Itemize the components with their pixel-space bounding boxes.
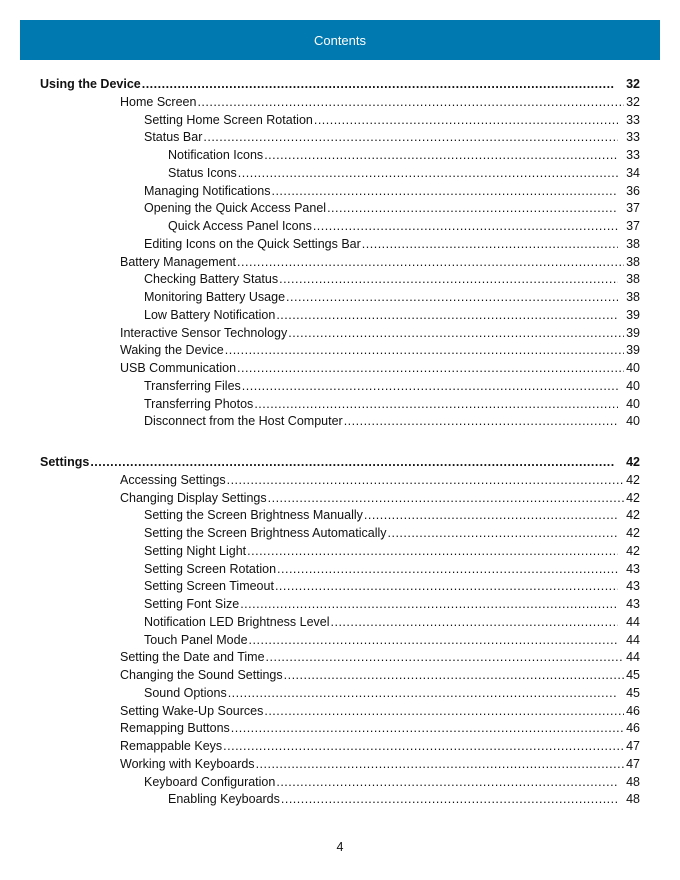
- toc-entry-page[interactable]: 45: [626, 668, 640, 682]
- dot-leader: [90, 454, 614, 472]
- toc-entry-title[interactable]: Setting Home Screen Rotation: [144, 112, 313, 127]
- toc-entry-title[interactable]: Setting the Date and Time: [120, 650, 265, 665]
- toc-entry-page[interactable]: 48: [626, 792, 640, 807]
- toc-entry-title[interactable]: Status Icons: [168, 165, 237, 180]
- toc-entry-page[interactable]: 44: [626, 614, 640, 629]
- toc-entry-title[interactable]: Setting Screen Timeout: [144, 579, 274, 594]
- toc-entry[interactable]: [40, 578, 640, 596]
- toc-entry-title[interactable]: Disconnect from the Host Computer: [144, 414, 343, 429]
- toc-entry-page[interactable]: 32: [626, 94, 640, 109]
- toc-entry[interactable]: [40, 791, 640, 809]
- toc-entry-page[interactable]: 48: [626, 774, 640, 789]
- toc-entry-page[interactable]: 43: [626, 561, 640, 576]
- toc-entry[interactable]: [40, 183, 640, 201]
- dot-leader: [275, 578, 618, 596]
- toc-entry-title[interactable]: Sound Options: [144, 685, 227, 700]
- toc-entry-title[interactable]: Working with Keyboards: [120, 756, 255, 771]
- toc-entry-title[interactable]: Setting Font Size: [144, 597, 240, 611]
- header-title: Contents: [313, 32, 367, 48]
- toc-entry-page[interactable]: 40: [626, 378, 640, 393]
- toc-entry-title[interactable]: Transferring Files: [144, 378, 241, 393]
- toc-entry[interactable]: [40, 472, 640, 490]
- toc-entry-title[interactable]: Quick Access Panel Icons: [168, 219, 312, 233]
- dot-leader: [247, 543, 618, 561]
- dot-leader: [197, 94, 624, 112]
- toc-entry[interactable]: [40, 543, 640, 561]
- toc-entry[interactable]: [40, 561, 640, 579]
- toc-entry-title[interactable]: Opening the Quick Access Panel: [144, 201, 327, 216]
- toc-section-settings: [40, 454, 640, 809]
- toc-entry-title[interactable]: Using the Device: [40, 77, 141, 91]
- toc-entry[interactable]: [40, 507, 640, 525]
- page-number: 4: [336, 840, 344, 854]
- toc-entry[interactable]: [40, 632, 640, 650]
- toc-entry-page[interactable]: 46: [626, 721, 640, 736]
- toc-entry-title[interactable]: Remapping Buttons: [120, 721, 230, 736]
- dot-leader: [238, 165, 618, 183]
- toc-entry-title[interactable]: Setting Screen Rotation: [144, 561, 277, 576]
- toc-entry-page[interactable]: 43: [626, 597, 640, 611]
- toc-entry-page[interactable]: 39: [626, 307, 640, 322]
- toc-entry[interactable]: [40, 289, 640, 307]
- dot-leader: [242, 378, 618, 396]
- dot-leader: [279, 271, 618, 289]
- dot-leader: [277, 561, 618, 579]
- dot-leader: [249, 632, 618, 650]
- dot-leader: [271, 183, 618, 201]
- toc-entry-title[interactable]: Editing Icons on the Quick Settings Bar: [144, 236, 361, 251]
- toc-entry[interactable]: [40, 165, 640, 183]
- toc-entry-title[interactable]: USB Communication: [120, 361, 237, 375]
- toc-entry-title[interactable]: Waking the Device: [120, 343, 224, 358]
- toc-entry[interactable]: [40, 360, 640, 378]
- toc-entry-page[interactable]: 44: [626, 650, 640, 665]
- toc-entry[interactable]: [40, 614, 640, 632]
- toc-entry[interactable]: [40, 76, 640, 94]
- toc-entry-page[interactable]: 42: [626, 472, 640, 487]
- dot-leader: [268, 490, 624, 508]
- toc-entry[interactable]: [40, 307, 640, 325]
- dot-leader: [331, 614, 618, 632]
- toc-entry-title[interactable]: Monitoring Battery Usage: [144, 290, 286, 304]
- toc-entry-page[interactable]: 40: [626, 361, 640, 375]
- toc-entry-page[interactable]: 42: [626, 508, 640, 523]
- dot-leader: [225, 342, 624, 360]
- toc-entry-page[interactable]: 38: [626, 290, 640, 304]
- toc-entry-title[interactable]: Setting the Screen Brightness Manually: [144, 508, 363, 523]
- toc-entry-page[interactable]: 42: [626, 526, 640, 540]
- toc-entry-page[interactable]: 40: [626, 396, 640, 411]
- toc-entry[interactable]: [40, 94, 640, 112]
- toc-entry[interactable]: [40, 525, 640, 543]
- toc-entry-title[interactable]: Notification LED Brightness Level: [144, 614, 330, 629]
- toc-entry-page[interactable]: 39: [626, 325, 640, 340]
- dot-leader: [203, 129, 618, 147]
- toc-entry-title[interactable]: Settings: [40, 455, 90, 469]
- dot-leader: [327, 200, 618, 218]
- toc-entry-page[interactable]: 44: [626, 632, 640, 647]
- dot-leader: [276, 774, 618, 792]
- toc-entry[interactable]: [40, 147, 640, 165]
- toc-entry[interactable]: [40, 685, 640, 703]
- toc-entry-page[interactable]: 47: [626, 756, 640, 771]
- dot-leader: [240, 596, 618, 614]
- toc-entry-page[interactable]: 36: [626, 183, 640, 198]
- toc-entry-title[interactable]: Transferring Photos: [144, 396, 254, 411]
- toc-entry-page[interactable]: 34: [626, 165, 640, 180]
- dot-leader: [142, 76, 614, 94]
- toc-entry[interactable]: [40, 490, 640, 508]
- toc-entry[interactable]: [40, 667, 640, 685]
- toc-entry-page[interactable]: 37: [626, 219, 640, 233]
- toc-entry[interactable]: [40, 720, 640, 738]
- toc-entry[interactable]: [40, 342, 640, 360]
- toc-entry-page[interactable]: 38: [626, 272, 640, 287]
- toc-entry-title[interactable]: Setting Wake-Up Sources: [120, 703, 264, 718]
- dot-leader: [344, 413, 618, 431]
- dot-leader: [364, 507, 618, 525]
- dot-leader: [388, 525, 619, 543]
- toc-entry-page[interactable]: 47: [626, 739, 640, 753]
- dot-leader: [223, 738, 624, 756]
- toc-entry-title[interactable]: Keyboard Configuration: [144, 774, 276, 789]
- dot-leader: [266, 649, 624, 667]
- toc-entry[interactable]: [40, 596, 640, 614]
- toc-entry-title[interactable]: Touch Panel Mode: [144, 632, 248, 647]
- dot-leader: [254, 396, 618, 414]
- toc-entry-page[interactable]: 33: [626, 112, 640, 127]
- dot-leader: [256, 756, 624, 774]
- dot-leader: [284, 667, 624, 685]
- dot-leader: [237, 360, 624, 378]
- toc-entry[interactable]: [40, 325, 640, 343]
- toc-entry[interactable]: [40, 649, 640, 667]
- toc-entry[interactable]: [40, 454, 640, 472]
- toc-entry[interactable]: [40, 236, 640, 254]
- toc-entry[interactable]: [40, 218, 640, 236]
- dot-leader: [313, 218, 618, 236]
- toc-entry[interactable]: [40, 738, 640, 756]
- dot-leader: [288, 325, 624, 343]
- toc-entry-title[interactable]: Interactive Sensor Technology: [120, 325, 288, 340]
- toc-entry-page[interactable]: 40: [626, 414, 640, 429]
- toc-entry-title[interactable]: Battery Management: [120, 254, 237, 269]
- dot-leader: [281, 791, 618, 809]
- dot-leader: [227, 472, 624, 490]
- toc-entry-title[interactable]: Checking Battery Status: [144, 272, 279, 287]
- dot-leader: [231, 720, 624, 738]
- dot-leader: [228, 685, 618, 703]
- dot-leader: [264, 703, 624, 721]
- toc-entry-title[interactable]: Notification Icons: [168, 148, 264, 162]
- toc-entry-page[interactable]: 33: [626, 148, 640, 162]
- toc-entry-page[interactable]: 38: [626, 236, 640, 251]
- toc-entry[interactable]: [40, 413, 640, 431]
- toc-entry-title[interactable]: Managing Notifications: [144, 183, 271, 198]
- toc-entry-title[interactable]: Changing Display Settings: [120, 490, 267, 505]
- toc-entry[interactable]: [40, 396, 640, 414]
- toc-entry[interactable]: [40, 703, 640, 721]
- toc-entry-page[interactable]: 42: [626, 490, 640, 505]
- toc-entry[interactable]: [40, 200, 640, 218]
- toc-entry-page[interactable]: 42: [626, 543, 640, 558]
- toc-entry[interactable]: [40, 271, 640, 289]
- toc-entry[interactable]: [40, 756, 640, 774]
- toc-entry-page[interactable]: 39: [626, 343, 640, 358]
- contents-header: [20, 20, 660, 60]
- toc-entry-page[interactable]: 32: [626, 77, 640, 91]
- toc-entry[interactable]: [40, 129, 640, 147]
- toc-entry-page[interactable]: 43: [626, 579, 640, 594]
- dot-leader: [314, 112, 618, 130]
- toc-entry-title[interactable]: Accessing Settings: [120, 472, 226, 487]
- toc-entry-title[interactable]: Status Bar: [144, 130, 203, 145]
- toc-entry-page[interactable]: 46: [626, 703, 640, 718]
- toc-entry[interactable]: [40, 774, 640, 792]
- toc-entry-page[interactable]: 38: [626, 254, 640, 269]
- dot-leader: [264, 147, 618, 165]
- toc-entry-page[interactable]: 33: [626, 130, 640, 145]
- toc-entry-title[interactable]: Changing the Sound Settings: [120, 668, 283, 682]
- toc-entry[interactable]: [40, 112, 640, 130]
- toc-entry-page[interactable]: 45: [626, 685, 640, 700]
- dot-leader: [286, 289, 618, 307]
- toc-entry-title[interactable]: Low Battery Notification: [144, 307, 276, 322]
- toc-entry-title[interactable]: Remappable Keys: [120, 739, 223, 753]
- toc-entry-page[interactable]: 42: [626, 455, 640, 469]
- dot-leader: [362, 236, 618, 254]
- dot-leader: [237, 254, 624, 272]
- toc-entry-title[interactable]: Setting the Screen Brightness Automatically: [144, 526, 387, 540]
- toc-entry-title[interactable]: Enabling Keyboards: [168, 792, 280, 807]
- toc-entry-page[interactable]: 37: [626, 201, 640, 216]
- toc-entry-title[interactable]: Home Screen: [120, 94, 197, 109]
- toc-entry[interactable]: [40, 254, 640, 272]
- toc-section-using-the-device: [40, 76, 640, 431]
- toc-entry[interactable]: [40, 378, 640, 396]
- toc-entry-title[interactable]: Setting Night Light: [144, 543, 247, 558]
- dot-leader: [276, 307, 618, 325]
